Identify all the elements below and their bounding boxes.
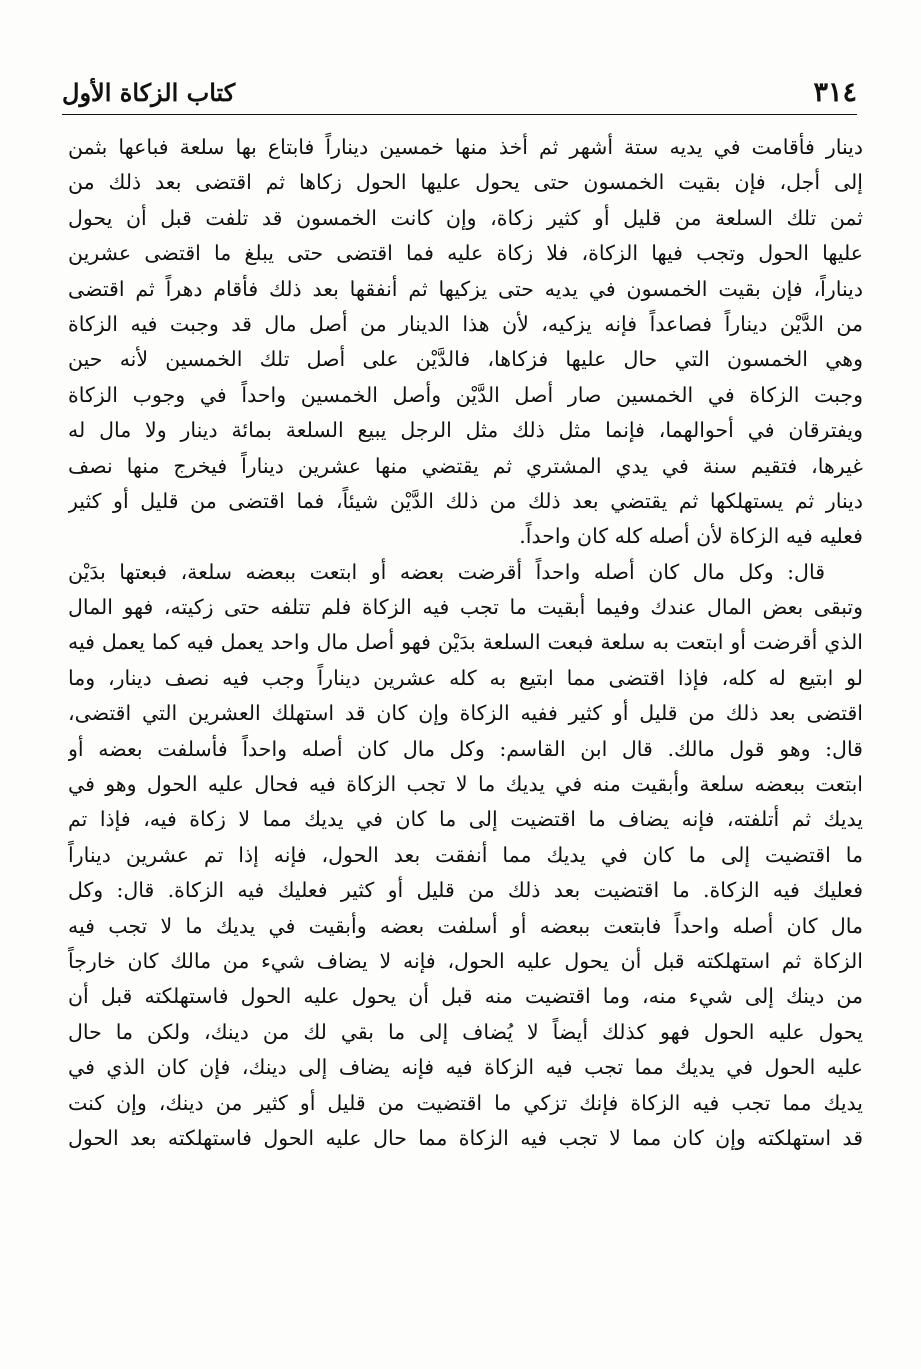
text-line: اقتضى بعد ذلك من قليل أو كثير ففيه الزكاة وإن كان قد استهلك العشرين التي اقتضى، — [68, 701, 863, 726]
text-line: قال: وهو قول مالك. قال ابن القاسم: وكل مال كان أصله واحداً فأسلفت بعضه أو — [68, 736, 863, 761]
text-line: وهي الخمسون التي حال عليها فزكاها، فالدَّيْن على أصل تلك الخمسين لأنه حين — [68, 347, 863, 372]
text-line: ما اقتضيت إلى ما كان في يديك مما أنفقت بعد الحول، فإنه إذا تم عشرين ديناراً — [68, 842, 863, 867]
text-line: من الدَّيْن ديناراً فصاعداً فإنه يزكيه، لأن هذا الدينار من أصل مال قد وجبت فيه الزكاة — [68, 311, 863, 336]
text-line: وجبت الزكاة في الخمسين صار أصل الدَّيْن وأصل الخمسين واحداً في وجوب الزكاة — [68, 382, 863, 407]
text-line: يحول عليه الحول فهو كذلك أيضاً لا يُضاف إلى ما بقي لك من دينك، ولكن ما حال — [68, 1019, 863, 1044]
text-line: ابتعت ببعضه سلعة وأبقيت منه في يديك ما لا تجب الزكاة فيه فحال عليه الحول وهو في — [68, 772, 863, 797]
text-line: عليها الحول وتجب فيها الزكاة، فلا زكاة عليه فما اقتضى حتى يبلغ ما اقتضى عشرين — [68, 241, 863, 266]
text-line: قد استهلكته وإن كان مما لا تجب فيه الزكاة مما حال عليه الحول فاستهلكته بعد الحول — [68, 1125, 863, 1150]
text-line: إلى أجل، فإن بقيت الخمسون حتى يحول عليها الحول زكاها ثم اقتضى بعد ذلك من — [68, 170, 863, 195]
body-text — [68, 130, 863, 1156]
header-divider — [62, 114, 857, 115]
page-header — [62, 72, 857, 112]
page-number: ٣١٤ — [813, 77, 857, 108]
text-line: ثمن تلك السلعة من قليل أو كثير زكاة، وإن كانت الخمسون قد تلفت قبل أن يحول — [68, 205, 863, 230]
text-line: لو ابتيع له كله، فإذا اقتضى مما ابتيع به كله عشرين ديناراً وجب فيه نصف دينار، وما — [68, 665, 863, 690]
text-line: عليه الحول في يديك مما تجب فيه الزكاة فيه فإنه يضاف إلى دينك، فإن كان الذي في — [68, 1055, 863, 1080]
paragraph-end-line: فعليه فيه الزكاة لأن أصله كله كان واحداً. — [519, 524, 863, 549]
text-line: من دينك إلى شيء منه، وما اقتضيت منه قبل أن يحول عليه الحول فاستهلكته قبل أن — [68, 984, 863, 1009]
text-line: وتبقى بعض المال عندك وفيما أبقيت ما تجب فيه الزكاة فلم تتلفه حتى زكيته، فهو المال — [68, 595, 863, 620]
paragraph-start-line: قال: وكل مال كان أصله واحداً أقرضت بعضه أو ابتعت ببعضه سلعة، فبعتها بدَيْن — [68, 559, 825, 584]
text-line: ويفترقان في أحوالهما، فإنما مثل ذلك مثل الرجل يبيع السلعة بمائة دينار ولا مال له — [68, 418, 863, 443]
text-line: الزكاة ثم استهلكته قبل أن يحول عليه الحول، فإنه لا يضاف شيء من مالك كان خارجاً — [68, 948, 863, 973]
text-line: غيرها، فتقيم سنة في يدي المشتري ثم يقتضي منها عشرين ديناراً فيخرج منها نصف — [68, 453, 863, 478]
text-line: الذي أقرضت أو ابتعت به سلعة فبعت السلعة بدَيْن فهو أصل مال واحد يعمل فيه كما يعمل فيه — [68, 630, 863, 655]
text-line: يديك مما تجب فيه الزكاة فإنك تزكي ما اقتضيت من قليل أو كثير من دينك، وإن كنت — [68, 1090, 863, 1115]
text-line: يديك ثم أتلفته، فإنه يضاف ما اقتضيت إلى ما كان في يديك مما لا زكاة فيه، فإذا تم — [68, 807, 863, 832]
text-line: دينار ثم يستهلكها ثم يقتضي بعد ذلك من ذلك الدَّيْن شيئاً، فما اقتضى من قليل أو كثير — [68, 488, 863, 513]
text-line: ديناراً، فإن بقيت الخمسون في يديه حتى يزكيها ثم أنفقها بعد ذلك فأقام دهراً ثم اقتضى — [68, 276, 863, 301]
running-title: كتاب الزكاة الأول — [62, 78, 236, 107]
text-line: دينار فأقامت في يديه ستة أشهر ثم أخذ منها خمسين ديناراً فابتاع بها سلعة فباعها بثمن — [68, 135, 863, 159]
text-line: فعليك فيه الزكاة. ما اقتضيت بعد ذلك من قليل أو كثير فعليك فيه الزكاة. قال: وكل — [68, 878, 863, 903]
text-line: مال كان أصله واحداً فابتعت ببعضه أو أسلفت بعضه وأبقيت في يديك ما لا تجب فيه — [68, 913, 863, 938]
